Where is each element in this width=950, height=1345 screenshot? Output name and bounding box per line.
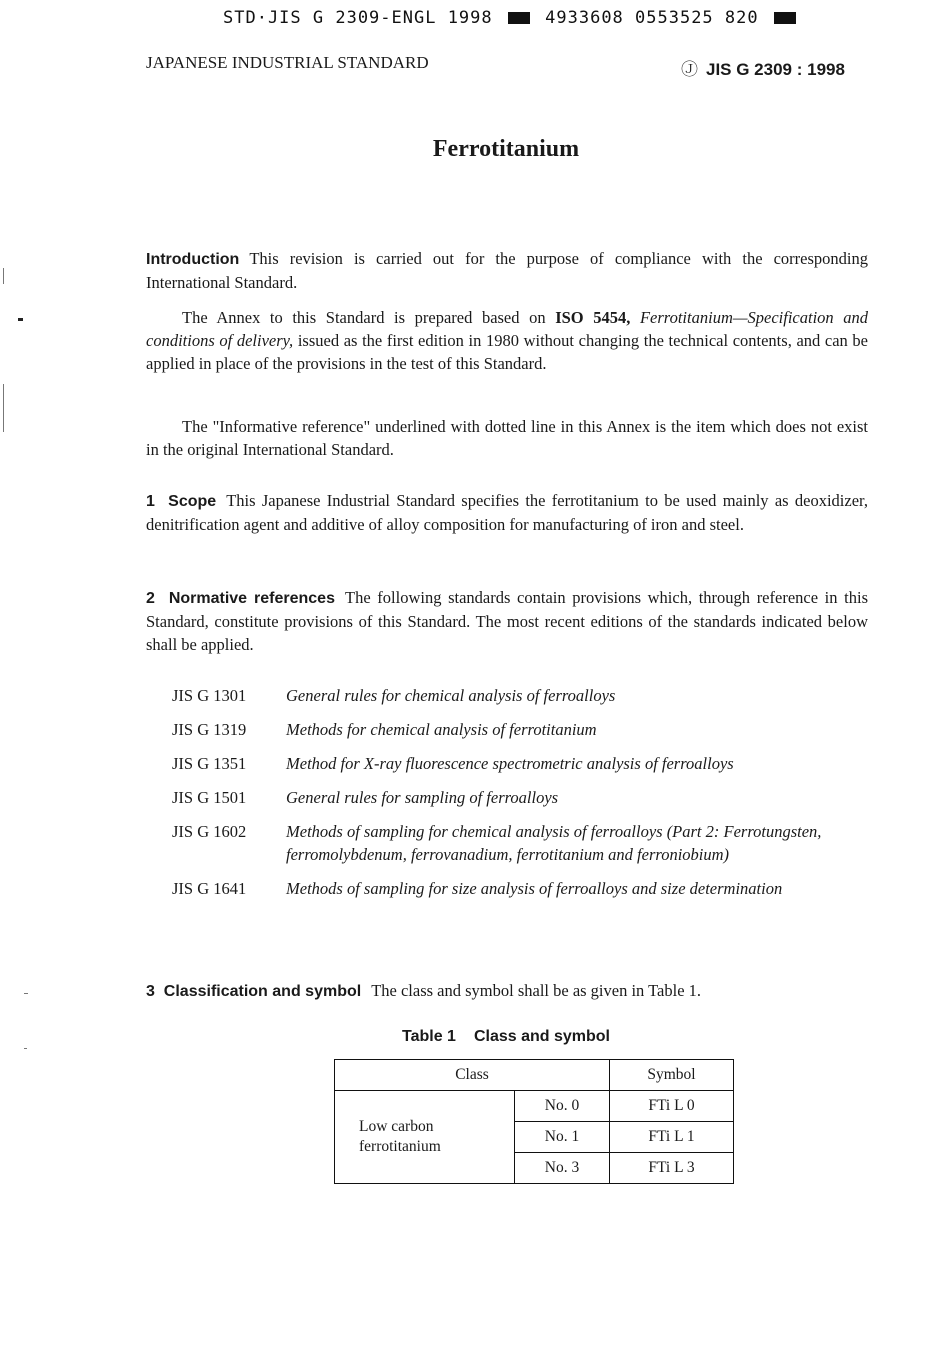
jis-mark-icon: Ⓙ [681, 60, 698, 79]
header-symbol: Symbol [610, 1060, 734, 1091]
scan-speck [18, 318, 23, 321]
class-no: No. 1 [515, 1122, 610, 1153]
table-header-row [335, 1060, 734, 1091]
reference-code: JIS G 1301 [172, 686, 247, 705]
reference-item [172, 877, 872, 900]
table-row [335, 1091, 734, 1122]
group-label: Low carbon ferrotitanium [335, 1091, 515, 1184]
page-title: Ferrotitanium [432, 136, 580, 162]
table-title: Class and symbol [473, 1028, 610, 1045]
standard-id-text: JIS G 2309 : 1998 [706, 60, 845, 79]
normative-text: The following standards contain provisions which, through reference in this Standard, constitute provisions of this Standard. The most recent editions of the standards indicated below shall be applied. [146, 588, 868, 654]
normative-heading [146, 590, 335, 607]
class-symbol-table [334, 1059, 734, 1184]
symbol-cell: FTi L 1 [610, 1122, 734, 1153]
introduction-paragraph [146, 247, 868, 294]
reference-item [172, 718, 872, 741]
annex-text-b: issued as the first edition in 1980 without changing the technical contents, and can be applied in place of the provisions in the test of this Standard. [146, 331, 868, 373]
classification-text: The class and symbol shall be as given in Table 1. [371, 981, 702, 1000]
iso-title: Ferrotitanium—Specification and conditions of delivery, [146, 308, 869, 350]
reference-code: JIS G 1641 [172, 879, 247, 898]
reference-item [172, 752, 872, 775]
informative-paragraph: The "Informative reference" underlined with dotted line in this Annex is the item which does not exist in the original International Standard. [146, 417, 868, 459]
classification-heading [146, 983, 361, 1000]
reference-list [172, 684, 872, 911]
reference-item [172, 684, 872, 707]
document-code-part1: STD·JIS G 2309-ENGL 1998 [223, 8, 493, 28]
classification-number: 3 [146, 983, 155, 1000]
reference-code: JIS G 1602 [172, 822, 247, 841]
document-code-part2: 4933608 0553525 820 [545, 8, 759, 28]
iso-reference: ISO 5454, [555, 308, 631, 327]
reference-item [172, 820, 872, 866]
classification-section [146, 979, 868, 1003]
normative-title: Normative references [168, 590, 335, 607]
class-no: No. 3 [515, 1153, 610, 1184]
reference-code: JIS G 1501 [172, 788, 247, 807]
header-class: Class [335, 1060, 610, 1091]
redaction-block [508, 12, 530, 24]
reference-title: General rules for sampling of ferroalloys [286, 788, 559, 807]
table-number: Table 1 [402, 1028, 456, 1045]
reference-title: Methods of sampling for chemical analysis of ferroalloys (Part 2: Ferrotungsten, ferromolybdenum, ferrovanadium, ferrotitanium and ferroniobium) [286, 822, 822, 864]
class-no: No. 0 [515, 1091, 610, 1122]
reference-title: Methods of sampling for size analysis of ferroalloys and size determination [286, 879, 783, 898]
document-code-line [223, 8, 800, 28]
scan-speck [3, 268, 4, 284]
scope-title: Scope [168, 493, 217, 510]
scope-number: 1 [146, 493, 155, 510]
symbol-cell: FTi L 3 [610, 1153, 734, 1184]
introduction-heading: Introduction [146, 251, 240, 268]
reference-code: JIS G 1319 [172, 720, 247, 739]
reference-title: Methods for chemical analysis of ferrotitanium [286, 720, 597, 739]
scan-speck [3, 384, 4, 432]
reference-title: Method for X-ray fluorescence spectrometric analysis of ferroalloys [286, 754, 734, 773]
scope-text: This Japanese Industrial Standard specifies the ferrotitanium to be used mainly as deoxidizer, denitrification agent and additive of alloy composition for manufacturing of iron and steel. [146, 491, 868, 534]
normative-number: 2 [146, 590, 155, 607]
introduction-text: This revision is carried out for the purpose of compliance with the corresponding International Standard. [146, 249, 868, 292]
table-caption [0, 1028, 950, 1046]
normative-section [146, 586, 868, 656]
annex-text-a: The Annex to this Standard is prepared based on [182, 308, 556, 327]
scope-heading [146, 493, 216, 510]
standard-label: JAPANESE INDUSTRIAL STANDARD [146, 53, 429, 72]
classification-title: Classification and symbol [163, 983, 362, 1000]
scan-speck [24, 993, 28, 994]
reference-code: JIS G 1351 [172, 754, 247, 773]
reference-title: General rules for chemical analysis of ferroalloys [286, 686, 616, 705]
annex-paragraph [146, 306, 868, 375]
reference-item [172, 786, 872, 809]
symbol-cell: FTi L 0 [610, 1091, 734, 1122]
standard-id [681, 55, 845, 80]
scan-speck [24, 1048, 27, 1049]
redaction-block [774, 12, 796, 24]
scope-section [146, 489, 868, 536]
